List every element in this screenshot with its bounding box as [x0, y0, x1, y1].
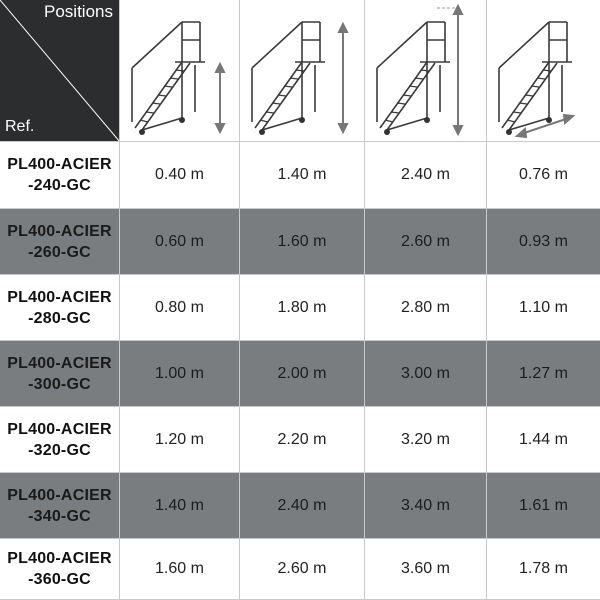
ref-code-line1: PL400-ACIER — [7, 354, 112, 372]
ref-code-line2: -240-GC — [28, 177, 91, 194]
table-cell-value: 1.10 m — [487, 275, 600, 341]
ref-code-line2: -260-GC — [28, 243, 91, 261]
table-cell-value: 0.40 m — [120, 142, 240, 209]
ref-code-line2: -360-GC — [28, 571, 91, 588]
table-cell-value: 0.80 m — [120, 275, 240, 341]
table-row-ref — [0, 275, 120, 341]
ref-code-line1: PL400-ACIER — [7, 156, 112, 173]
ref-code-line2: -280-GC — [28, 309, 91, 327]
table-cell-value: 1.20 m — [120, 407, 240, 473]
table-cell-value: 1.78 m — [487, 539, 600, 600]
stair-overall-height-icon — [240, 0, 364, 141]
table-cell-value: 1.61 m — [487, 473, 600, 539]
table-row-ref — [0, 341, 120, 407]
ref-code-line2: -300-GC — [28, 375, 91, 393]
table-cell-value: 0.93 m — [487, 209, 600, 275]
ref-code-line1: PL400-ACIER — [7, 486, 112, 504]
table-cell-value: 0.60 m — [120, 209, 240, 275]
ref-code-line1: PL400-ACIER — [7, 288, 112, 306]
table-cell-value: 2.60 m — [365, 209, 487, 275]
column-header-platform-height — [120, 0, 240, 142]
column-header-guardrail-height — [365, 0, 487, 142]
ref-code-line1: PL400-ACIER — [7, 420, 112, 438]
positions-header: Positions — [44, 2, 113, 21]
stair-guardrail-height-icon — [365, 0, 486, 141]
table-cell-value: 1.60 m — [240, 209, 365, 275]
table-cell-value: 1.80 m — [240, 275, 365, 341]
table-cell-value: 1.27 m — [487, 341, 600, 407]
table-cell-value: 3.40 m — [365, 473, 487, 539]
table-row-ref — [0, 539, 120, 600]
table-cell-value: 2.60 m — [240, 539, 365, 600]
table-cell-value: 2.20 m — [240, 407, 365, 473]
stair-depth-icon — [487, 0, 600, 141]
table-cell-value: 3.20 m — [365, 407, 487, 473]
ref-code-line1: PL400-ACIER — [7, 550, 112, 567]
table-cell-value: 1.44 m — [487, 407, 600, 473]
table-cell-value: 2.00 m — [240, 341, 365, 407]
table-cell-value: 1.60 m — [120, 539, 240, 600]
table-row-ref — [0, 209, 120, 275]
ref-code-line2: -320-GC — [28, 441, 91, 459]
table-cell-value: 1.40 m — [240, 142, 365, 209]
table-row-ref — [0, 473, 120, 539]
column-header-depth — [487, 0, 600, 142]
ref-code-line2: -340-GC — [28, 507, 91, 525]
table-cell-value: 2.80 m — [365, 275, 487, 341]
ref-code-line1: PL400-ACIER — [7, 222, 112, 240]
stair-platform-height-icon — [120, 0, 239, 141]
table-cell-value: 1.00 m — [120, 341, 240, 407]
table-corner-header — [0, 0, 120, 142]
table-cell-value: 3.60 m — [365, 539, 487, 600]
table-cell-value: 2.40 m — [240, 473, 365, 539]
table-cell-value: 0.76 m — [487, 142, 600, 209]
ref-header: Ref. — [5, 118, 35, 135]
table-cell-value: 2.40 m — [365, 142, 487, 209]
table-cell-value: 3.00 m — [365, 341, 487, 407]
table-row-ref — [0, 142, 120, 209]
table-row-ref — [0, 407, 120, 473]
column-header-overall-height — [240, 0, 365, 142]
table-cell-value: 1.40 m — [120, 473, 240, 539]
